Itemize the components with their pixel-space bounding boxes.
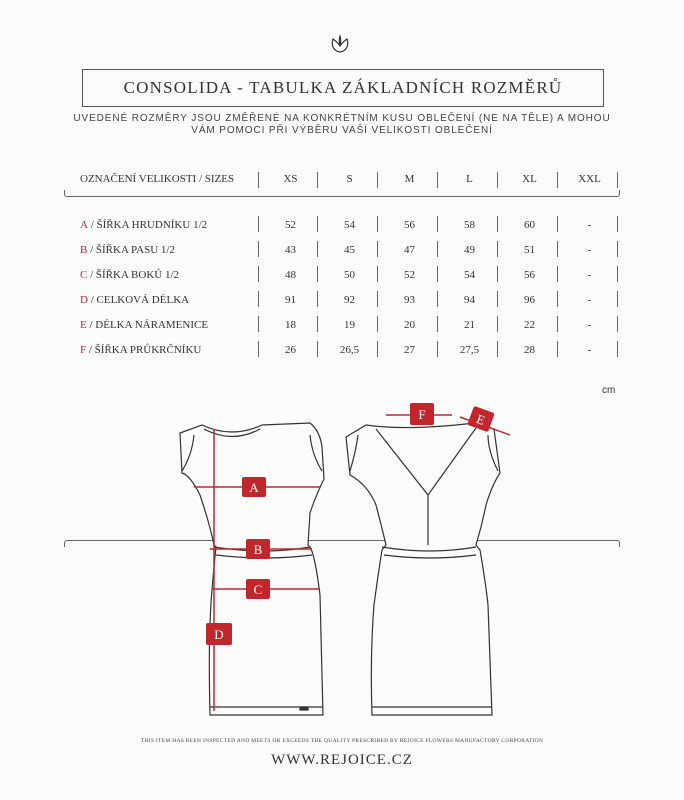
table-body xyxy=(64,212,624,362)
row-value: 26 xyxy=(285,343,296,356)
column-divider xyxy=(497,266,498,282)
row-value: - xyxy=(587,243,592,256)
row-value: 27,5 xyxy=(459,343,480,356)
row-value: 22 xyxy=(524,318,535,331)
row-label xyxy=(80,337,201,362)
column-divider xyxy=(317,316,318,332)
column-divider xyxy=(317,291,318,307)
website-link[interactable]: WWW.REJOICE.CZ xyxy=(271,752,413,768)
column-divider xyxy=(437,291,438,307)
row-letter: F xyxy=(80,343,87,356)
row-value: 50 xyxy=(344,268,355,281)
column-divider xyxy=(377,316,378,332)
subtitle-line-1: UVEDENÉ ROZMĚRY JSOU ZMĚŘENÉ NA KONKRÉTNÍM KUSU OBLEČENÍ (NE NA TĚLE) A MOHOU xyxy=(73,113,611,124)
row-value: 51 xyxy=(524,243,535,256)
column-divider xyxy=(617,241,618,257)
row-label xyxy=(80,312,208,337)
size-header: XS xyxy=(283,173,298,185)
table-row xyxy=(64,287,624,312)
column-divider xyxy=(617,316,618,332)
quality-note: THIS ITEM HAS BEEN INSPECTED AND MEETS OR EXCEEDS THE QUALITY PRESCRIBED BY REJOICE FLOWERS MANUFACTORY CORPORATION xyxy=(140,738,544,744)
row-value: 20 xyxy=(404,318,415,331)
column-divider xyxy=(497,216,498,232)
row-value: 28 xyxy=(524,343,535,356)
column-divider xyxy=(557,241,558,257)
row-label xyxy=(80,237,175,262)
row-value: 60 xyxy=(524,218,535,231)
column-divider xyxy=(437,241,438,257)
marker-a-label: A xyxy=(249,480,259,495)
size-header: S xyxy=(346,173,353,185)
column-divider xyxy=(258,241,259,257)
column-divider xyxy=(258,316,259,332)
table-header-row xyxy=(64,168,624,190)
marker-f-label: F xyxy=(418,407,426,422)
size-header: XL xyxy=(522,173,537,185)
column-divider xyxy=(377,266,378,282)
table-top-bracket xyxy=(64,190,620,197)
row-value: 54 xyxy=(464,268,475,281)
row-label-text: / CELKOVÁ DÉLKA xyxy=(87,293,190,306)
column-divider xyxy=(377,291,378,307)
row-value: - xyxy=(587,293,592,306)
row-letter: C xyxy=(80,268,88,281)
row-label-text: / ŠÍŘKA HRUDNÍKU 1/2 xyxy=(87,218,208,231)
row-value: 45 xyxy=(344,243,355,256)
table-row xyxy=(64,237,624,262)
row-label-text: / ŠÍŘKA PRŮKRČNÍKU xyxy=(86,343,202,356)
row-value: 19 xyxy=(344,318,355,331)
row-value: 92 xyxy=(344,293,355,306)
row-value: 56 xyxy=(524,268,535,281)
column-divider xyxy=(437,172,438,188)
column-divider xyxy=(437,216,438,232)
size-header: M xyxy=(404,173,415,185)
row-value: 52 xyxy=(404,268,415,281)
row-label xyxy=(80,262,179,287)
row-value: 27 xyxy=(404,343,415,356)
column-divider xyxy=(258,172,259,188)
column-divider xyxy=(377,216,378,232)
row-value: 91 xyxy=(285,293,296,306)
row-value: 49 xyxy=(464,243,475,256)
page-title: CONSOLIDA - TABULKA ZÁKLADNÍCH ROZMĚRŮ xyxy=(82,69,604,107)
column-divider xyxy=(317,341,318,357)
column-divider xyxy=(497,172,498,188)
column-divider xyxy=(617,172,618,188)
column-divider xyxy=(437,266,438,282)
row-letter: D xyxy=(80,293,88,306)
row-value: - xyxy=(587,268,592,281)
column-divider xyxy=(317,216,318,232)
column-divider xyxy=(437,316,438,332)
row-label-text: / ŠÍŘKA BOKŮ 1/2 xyxy=(87,268,180,281)
row-value: - xyxy=(587,218,592,231)
size-table xyxy=(64,168,624,362)
column-divider xyxy=(437,341,438,357)
column-divider xyxy=(557,266,558,282)
column-divider xyxy=(557,216,558,232)
table-row xyxy=(64,337,624,362)
subtitle-line-2: VÁM POMOCI PŘI VÝBĚRU VAŠÍ VELIKOSTI OBLEČENÍ xyxy=(191,125,493,136)
row-value: 93 xyxy=(404,293,415,306)
front-dress-outline xyxy=(180,423,324,715)
column-divider xyxy=(497,241,498,257)
back-dress-outline xyxy=(346,423,500,715)
column-divider xyxy=(377,241,378,257)
table-row xyxy=(64,212,624,237)
row-value: 52 xyxy=(285,218,296,231)
column-divider xyxy=(497,291,498,307)
column-divider xyxy=(317,241,318,257)
table-row xyxy=(64,262,624,287)
row-value: 58 xyxy=(464,218,475,231)
dress-diagram xyxy=(170,395,520,725)
column-divider xyxy=(497,341,498,357)
row-letter: A xyxy=(80,218,88,231)
row-value: 18 xyxy=(285,318,296,331)
column-divider xyxy=(557,316,558,332)
size-header: L xyxy=(466,173,473,185)
row-value: 21 xyxy=(464,318,475,331)
column-divider xyxy=(557,291,558,307)
column-divider xyxy=(317,266,318,282)
row-value: 56 xyxy=(404,218,415,231)
column-divider xyxy=(497,316,498,332)
row-value: - xyxy=(587,318,592,331)
column-divider xyxy=(617,216,618,232)
column-divider xyxy=(557,172,558,188)
column-divider xyxy=(557,341,558,357)
column-divider xyxy=(377,341,378,357)
size-header: XXL xyxy=(578,173,601,185)
row-label xyxy=(80,287,189,312)
marker-b-label: B xyxy=(253,542,263,557)
row-value: - xyxy=(587,343,592,356)
column-divider xyxy=(258,216,259,232)
marker-d-label: D xyxy=(214,627,224,642)
row-value: 48 xyxy=(285,268,296,281)
row-label-text: / ŠÍŘKA PASU 1/2 xyxy=(87,243,175,256)
row-letter: B xyxy=(80,243,88,256)
row-label-text: / DÉLKA NÁRAMENICE xyxy=(86,318,209,331)
row-value: 96 xyxy=(524,293,535,306)
marker-e-label: E xyxy=(474,411,488,428)
column-divider xyxy=(258,341,259,357)
column-divider xyxy=(258,266,259,282)
row-value: 94 xyxy=(464,293,475,306)
column-divider xyxy=(617,266,618,282)
row-value: 43 xyxy=(285,243,296,256)
column-divider xyxy=(617,341,618,357)
marker-c-label: C xyxy=(253,582,263,597)
row-value: 54 xyxy=(344,218,355,231)
row-value: 26,5 xyxy=(339,343,360,356)
unit-label: cm xyxy=(602,385,616,396)
subtitle xyxy=(60,113,624,137)
row-value: 47 xyxy=(404,243,415,256)
column-divider xyxy=(258,291,259,307)
flower-bud-icon xyxy=(328,34,352,54)
header-label: OZNAČENÍ VELIKOSTI / SIZES xyxy=(80,173,235,185)
row-letter: E xyxy=(80,318,87,331)
table-row xyxy=(64,312,624,337)
row-label xyxy=(80,212,207,237)
column-divider xyxy=(377,172,378,188)
column-divider xyxy=(317,172,318,188)
column-divider xyxy=(617,291,618,307)
